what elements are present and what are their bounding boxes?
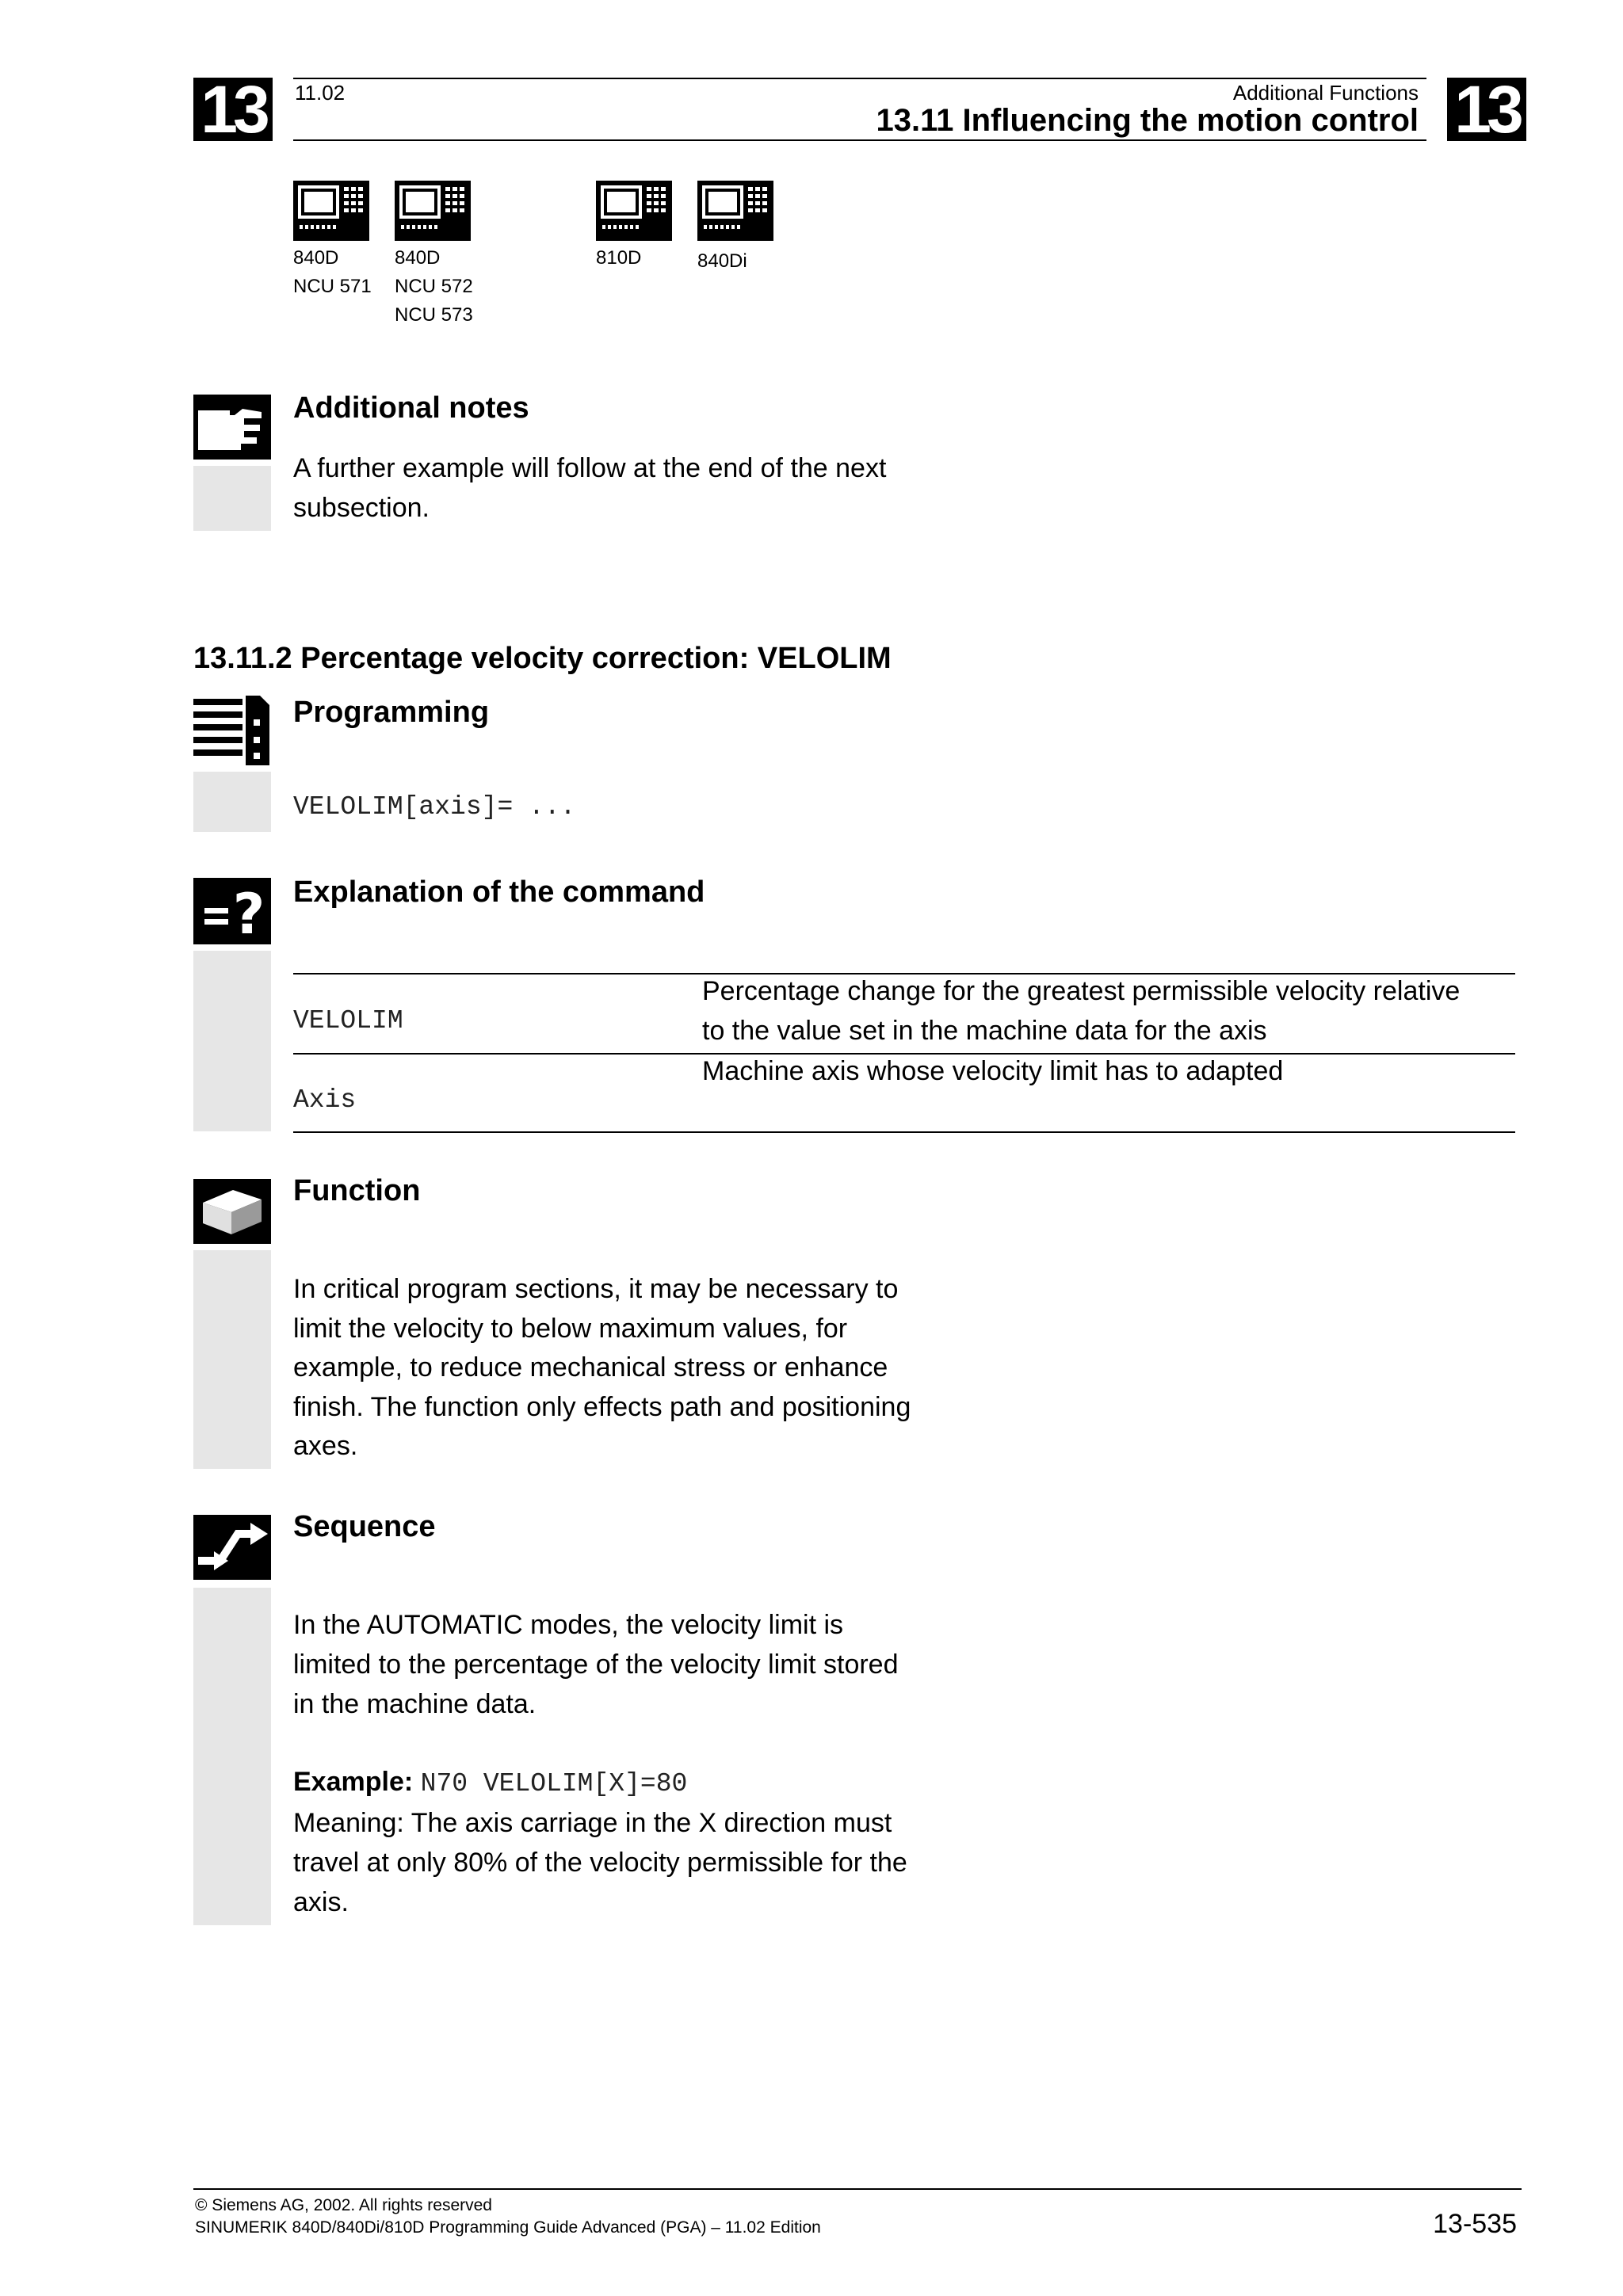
chapter-badge-right: 13: [1447, 78, 1526, 141]
pointing-hand-icon: [193, 395, 271, 460]
header-date: 11.02: [295, 81, 346, 105]
notes-text-line: A further example will follow at the end of the next: [293, 453, 887, 483]
subsection-title: 13.11.2 Percentage velocity correction: VELOLIM: [193, 642, 892, 675]
function-text-line: example, to reduce mechanical stress or enhance: [293, 1352, 888, 1383]
function-heading: Function: [293, 1174, 421, 1207]
header-section-title: 13.11 Influencing the motion control: [876, 103, 1419, 138]
meaning-text-line: travel at only 80% of the velocity permissible for the: [293, 1848, 907, 1878]
footer-copyright: © Siemens AG, 2002. All rights reserved: [195, 2196, 492, 2214]
explanation-term: VELOLIM: [293, 1006, 403, 1035]
sequence-arrow-icon: [193, 1515, 271, 1580]
function-text-line: limit the velocity to below maximum values, for: [293, 1314, 848, 1344]
control-model-label: 810D: [596, 247, 642, 269]
meaning-text-line: axis.: [293, 1887, 349, 1917]
table-rule: [293, 1131, 1515, 1133]
control-panel-icon: [697, 181, 773, 241]
chapter-badge-left: 13: [193, 78, 273, 141]
sequence-sidebar: [193, 1588, 271, 1925]
sequence-text-line: in the machine data.: [293, 1689, 537, 1719]
control-model-label: 840D: [395, 247, 441, 269]
notes-heading: Additional notes: [293, 391, 529, 425]
explanation-desc-line: Percentage change for the greatest permissible velocity relative: [702, 976, 1461, 1006]
footer-rule: [193, 2188, 1522, 2190]
example-code: N70 VELOLIM[X]=80: [420, 1769, 688, 1798]
question-mark-icon: [193, 878, 271, 944]
control-model-label: 840D: [293, 247, 339, 269]
control-ncu-label: NCU 572: [395, 276, 473, 297]
control-panel-icon: [395, 181, 471, 241]
notes-text-line: subsection.: [293, 493, 430, 523]
footer-page-number: 13-535: [1433, 2209, 1517, 2239]
control-ncu-label: NCU 571: [293, 276, 372, 297]
explanation-term: Axis: [293, 1085, 357, 1115]
explanation-heading: Explanation of the command: [293, 875, 705, 909]
function-text-line: axes.: [293, 1431, 358, 1461]
function-text-line: In critical program sections, it may be necessary to: [293, 1274, 899, 1304]
program-listing-icon: [193, 696, 271, 765]
programming-syntax: VELOLIM[axis]= ...: [293, 792, 576, 822]
sequence-text-line: In the AUTOMATIC modes, the velocity limit is: [293, 1610, 844, 1640]
example-label: Example:: [293, 1767, 414, 1797]
header-bottom-rule: [293, 139, 1426, 141]
explanation-sidebar: [193, 951, 271, 1131]
control-panel-icon: [293, 181, 369, 241]
control-model-label: 840Di: [697, 250, 747, 272]
header-top-rule: [293, 78, 1426, 79]
sequence-text-line: limited to the percentage of the velocity limit stored: [293, 1650, 899, 1680]
control-ncu-label: NCU 573: [395, 304, 473, 326]
svg-text:?: ?: [232, 882, 265, 944]
meaning-text-line: Meaning: The axis carriage in the X direction must: [293, 1808, 892, 1838]
programming-sidebar: [193, 772, 271, 832]
footer-document-title: SINUMERIK 840D/840Di/810D Programming Guide Advanced (PGA) – 11.02 Edition: [195, 2218, 821, 2237]
notes-sidebar: [193, 466, 271, 531]
explanation-desc-line: to the value set in the machine data for the axis: [702, 1016, 1267, 1046]
sequence-example: [293, 1762, 687, 1804]
workpiece-block-icon: [193, 1179, 271, 1244]
sequence-heading: Sequence: [293, 1510, 436, 1543]
header-section-group: Additional Functions: [1232, 81, 1419, 105]
control-panel-icon: [596, 181, 672, 241]
function-text-line: finish. The function only effects path and positioning: [293, 1392, 911, 1422]
programming-heading: Programming: [293, 696, 490, 729]
explanation-desc-line: Machine axis whose velocity limit has to adapted: [702, 1056, 1284, 1086]
function-sidebar: [193, 1250, 271, 1469]
